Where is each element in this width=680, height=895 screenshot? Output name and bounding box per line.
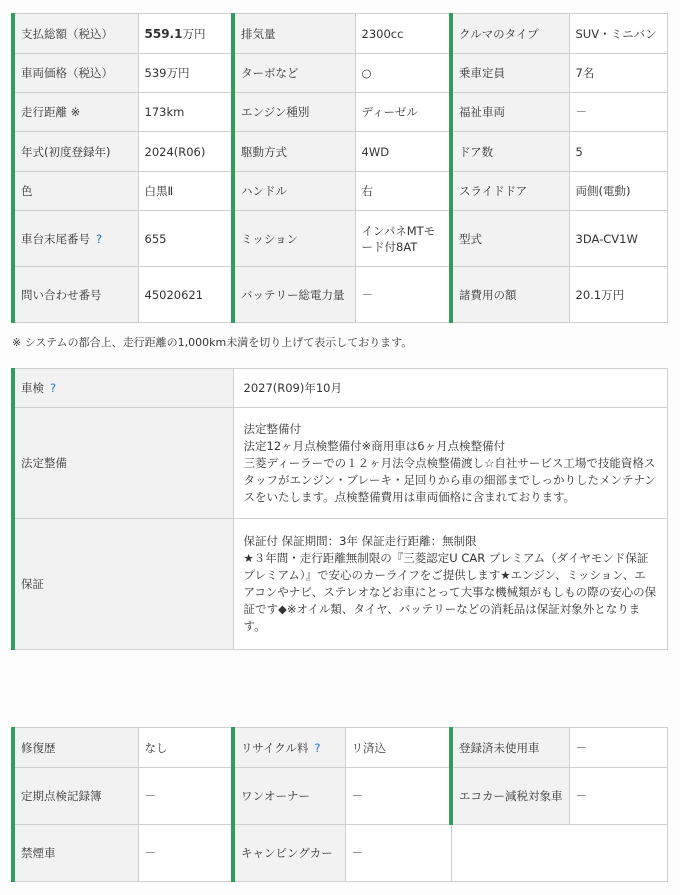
spec-value: 173km bbox=[138, 93, 233, 132]
help-icon[interactable]: ? bbox=[50, 381, 57, 395]
inspection-row bbox=[13, 369, 667, 408]
spec-value: 20.1万円 bbox=[569, 267, 667, 323]
history-label: 禁煙車 bbox=[13, 825, 138, 882]
history-table bbox=[11, 727, 668, 882]
total-price-unit: 万円 bbox=[182, 26, 206, 41]
spec-value: 4WD bbox=[355, 132, 451, 172]
history-label: ワンオーナー bbox=[233, 768, 345, 825]
total-price-value bbox=[138, 14, 233, 54]
history-value: － bbox=[569, 768, 667, 825]
history-label: キャンピングカー bbox=[233, 825, 345, 882]
history-value: なし bbox=[138, 728, 233, 768]
history-row bbox=[13, 768, 667, 825]
spec-row bbox=[13, 267, 667, 323]
spec-label: 乗車定員 bbox=[451, 54, 569, 93]
total-price-number: 559.1 bbox=[144, 26, 183, 41]
spec-label: 型式 bbox=[451, 211, 569, 267]
warranty-row bbox=[13, 519, 667, 650]
spec-label: ドア数 bbox=[451, 132, 569, 172]
history-label: 修復歴 bbox=[13, 728, 138, 768]
history-label bbox=[233, 728, 345, 768]
spec-value: 3DA-CV1W bbox=[569, 211, 667, 267]
spec-value: ディーゼル bbox=[355, 93, 451, 132]
warranty-value: 保証付 保証期間：3年 保証走行距離：無制限 ★３年間・走行距離無制限の『三菱認定U CAR プレミアム（ダイヤモンド保証プレミアム）』で安心のカーライフをご提供します★エンジン、ミッション、エアコンやナビ、ステレオなどお車にとって大事な機械類がもしもの際の安心の保証です◆※オイル類、タイヤ、バッテリーなどの消耗品は保証対象外となります。 bbox=[233, 519, 667, 650]
legal-service-row bbox=[13, 408, 667, 519]
spec-row bbox=[13, 132, 667, 172]
spec-value: 右 bbox=[355, 172, 451, 211]
history-row bbox=[13, 825, 667, 882]
inspection-label-text: 車検 bbox=[21, 381, 44, 395]
spec-value: 655 bbox=[138, 211, 233, 267]
legal-service-value: 法定整備付 法定12ヶ月点検整備付※商用車は6ヶ月点検整備付 三菱ディーラーでの１２ヶ月法令点検整備渡し☆自社サービス工場で技能資格スタッフがエンジン・ブレーキ・足回りから車の細部までしっかりしたメンテナンスをいたします。点検整備費用は車両価格に含まれております。 bbox=[233, 408, 667, 519]
spec-table bbox=[11, 13, 668, 323]
spec-label: 福祉車両 bbox=[451, 93, 569, 132]
spec-row bbox=[13, 211, 667, 267]
spec-value: 539万円 bbox=[138, 54, 233, 93]
spec-label: 車両価格（税込） bbox=[13, 54, 138, 93]
spec-row bbox=[13, 93, 667, 132]
history-value: － bbox=[345, 825, 451, 882]
spec-label: バッテリー総電力量 bbox=[233, 267, 355, 323]
spec-label: スライドドア bbox=[451, 172, 569, 211]
warranty-label: 保証 bbox=[13, 519, 233, 650]
spec-value: 7名 bbox=[569, 54, 667, 93]
spec-label: 諸費用の額 bbox=[451, 267, 569, 323]
history-label: 定期点検記録簿 bbox=[13, 768, 138, 825]
spec-row bbox=[13, 172, 667, 211]
help-icon[interactable]: ? bbox=[314, 740, 321, 755]
spec-value: － bbox=[355, 267, 451, 323]
spec-label: ハンドル bbox=[233, 172, 355, 211]
inspection-value: 2027(R09)年10月 bbox=[233, 369, 667, 408]
spec-label: 走行距離 ※ bbox=[13, 93, 138, 132]
history-label: エコカー減税対象車 bbox=[451, 768, 569, 825]
spec-label: エンジン種別 bbox=[233, 93, 355, 132]
spec-label: 支払総額（税込） bbox=[13, 14, 138, 54]
history-value: － bbox=[569, 728, 667, 768]
spec-label: クルマのタイプ bbox=[451, 14, 569, 54]
history-value: リ済込 bbox=[345, 728, 451, 768]
spec-value: － bbox=[569, 93, 667, 132]
history-value: － bbox=[138, 768, 233, 825]
maintenance-table bbox=[11, 368, 668, 650]
spec-value: 両側(電動) bbox=[569, 172, 667, 211]
spec-value: 5 bbox=[569, 132, 667, 172]
spec-value: インパネMTモード付8AT bbox=[355, 211, 451, 267]
spec-label: 駆動方式 bbox=[233, 132, 355, 172]
history-row bbox=[13, 728, 667, 768]
spec-label: 問い合わせ番号 bbox=[13, 267, 138, 323]
spec-row bbox=[13, 54, 667, 93]
spec-label bbox=[13, 211, 138, 267]
legal-service-label: 法定整備 bbox=[13, 408, 233, 519]
spec-label: 色 bbox=[13, 172, 138, 211]
spec-value: 2024(R06) bbox=[138, 132, 233, 172]
history-label: 登録済未使用車 bbox=[451, 728, 569, 768]
spec-label: 年式(初度登録年) bbox=[13, 132, 138, 172]
spec-label: ミッション bbox=[233, 211, 355, 267]
spec-value: SUV・ミニバン bbox=[569, 14, 667, 54]
spec-label: 排気量 bbox=[233, 14, 355, 54]
history-value: － bbox=[345, 768, 451, 825]
mileage-note: ※ システムの都合上、走行距離の1,000km未満を切り上げて表示しております。 bbox=[12, 336, 413, 349]
spec-value: 2300cc bbox=[355, 14, 451, 54]
spec-value: 45020621 bbox=[138, 267, 233, 323]
chassis-number-label: 車台末尾番号 bbox=[21, 231, 90, 246]
inspection-label bbox=[13, 369, 233, 408]
spec-value: ○ bbox=[355, 54, 451, 93]
empty-cell bbox=[451, 825, 667, 882]
spec-value: 白黒Ⅱ bbox=[138, 172, 233, 211]
spec-row bbox=[13, 14, 667, 54]
help-icon[interactable]: ? bbox=[96, 231, 103, 246]
recycle-fee-label: リサイクル料 bbox=[241, 740, 309, 755]
spec-label: ターボなど bbox=[233, 54, 355, 93]
history-value: － bbox=[138, 825, 233, 882]
